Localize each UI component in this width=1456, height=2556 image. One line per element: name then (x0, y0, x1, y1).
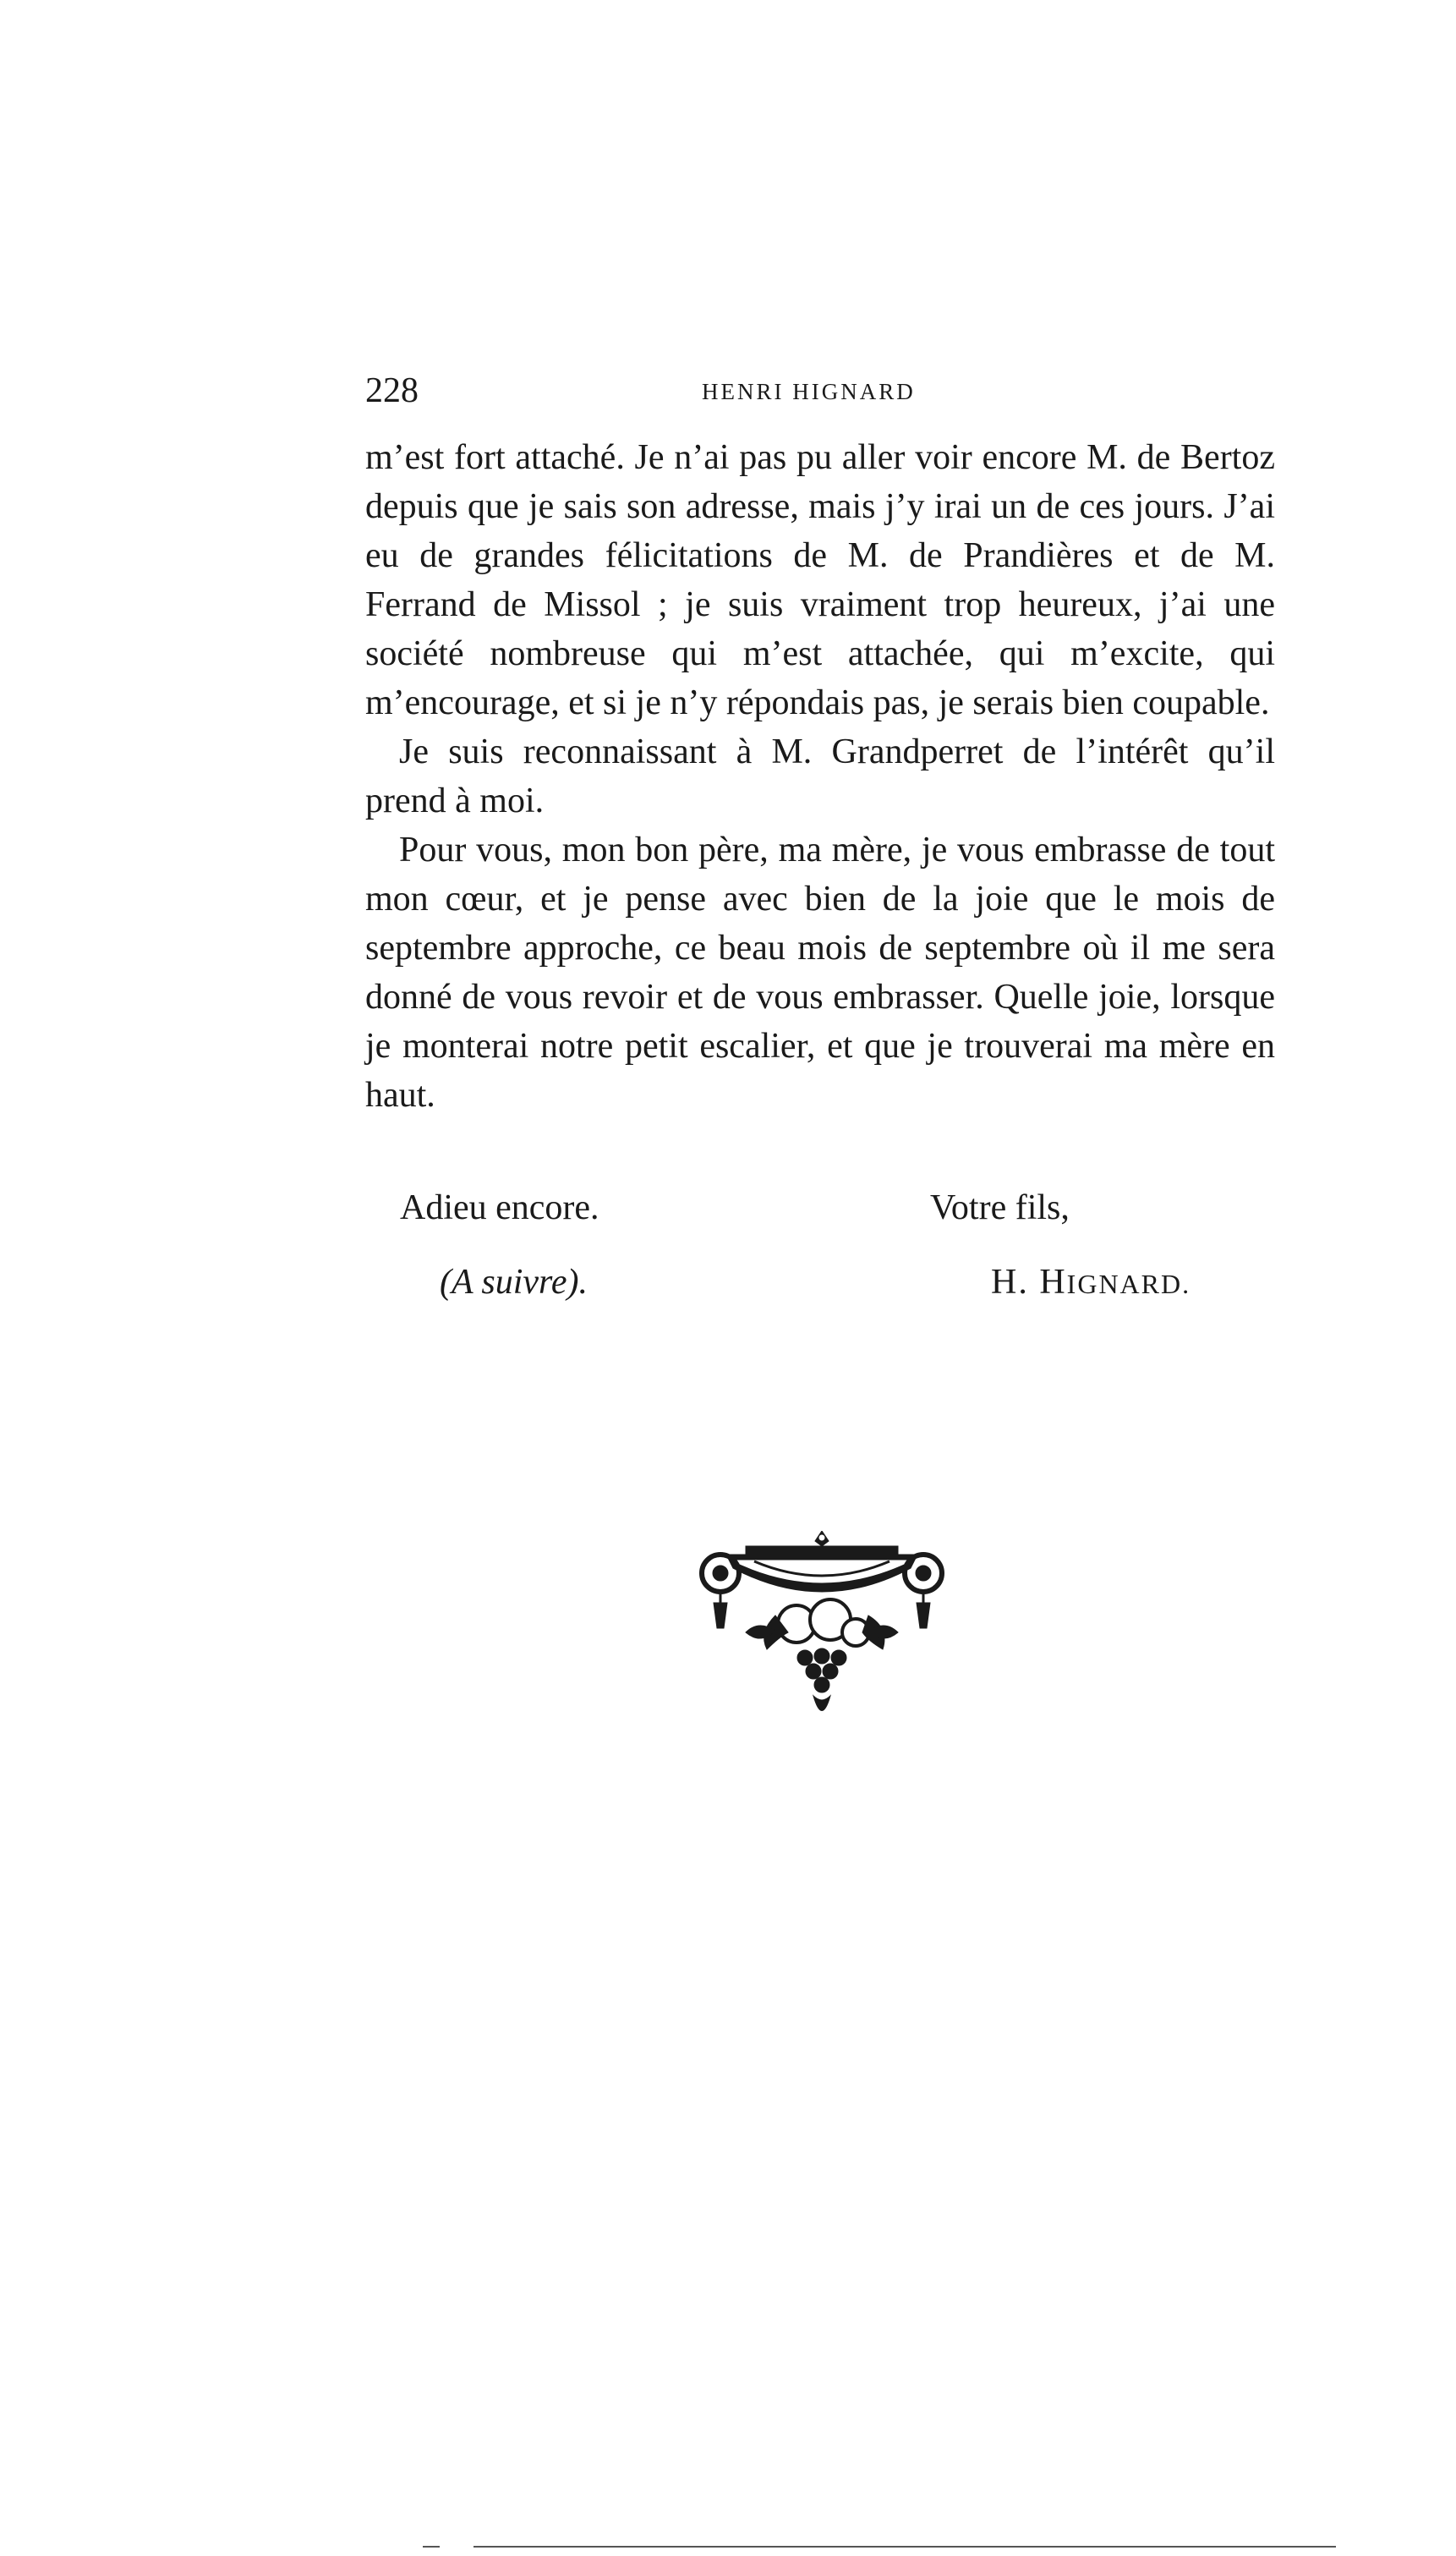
continuation-note (440, 1262, 588, 1303)
paragraph-1: m’est fort attaché. Je n’ai pas pu aller voir encore M. de Bertoz depuis que je sais son adresse, mais j’y irai un de ces jours. J’ai eu de grandes félicitations de M. de Prandières et de M. Ferrand de Missol ; je suis vraiment trop heureux, j’ai une société nombreuse qui m’est attachée, qui m’excite, qui m’encourage, et si je n’y répondais pas, je serais bien coupable. (365, 438, 1275, 722)
letter-body (365, 433, 1275, 1120)
signature-initial: H. H (991, 1263, 1067, 1302)
paragraph-2: Je suis reconnaissant à M. Grandperret de l’intérêt qu’il prend à moi. (365, 732, 1275, 820)
continuation-note-text: (A suivre). (440, 1263, 588, 1302)
signature-rest: IGNARD. (1066, 1269, 1191, 1299)
fleuron-fruit-basket-icon (695, 1531, 949, 1725)
signature (991, 1262, 1191, 1303)
farewell-text: Adieu encore. (400, 1188, 599, 1227)
paragraph-3: Pour vous, mon bon père, ma mère, je vous embrasse de tout mon cœur, et je pense avec bien de la joie que le mois de septembre approche, ce beau mois de septembre où il me sera donné de vous revoir et de vous embrasser. Quelle joie, lorsque je monterai notre petit escalier, et que je trouverai ma mère en haut. (365, 831, 1275, 1115)
running-head: HENRI HIGNARD (702, 379, 916, 404)
page-header (365, 370, 1275, 421)
page-number: 228 (365, 371, 419, 410)
footer-rule (423, 2546, 1336, 2548)
valediction-text: Votre fils, (930, 1188, 1070, 1227)
footer-rule-gap (440, 2546, 473, 2548)
